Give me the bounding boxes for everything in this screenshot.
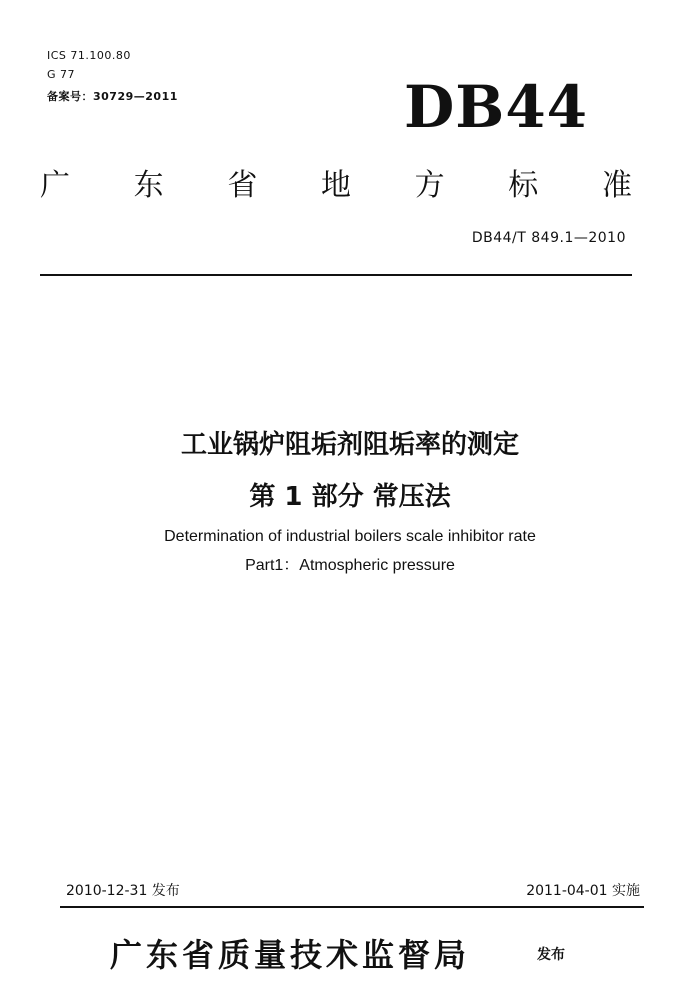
title-chinese-part: 第 1 部分 常压法 xyxy=(249,482,451,512)
standard-type-char: 省 xyxy=(227,168,258,203)
standard-type-char: 方 xyxy=(414,168,445,203)
issue-date: 2010-12-31 发布 xyxy=(66,883,180,899)
standard-number: DB44/T 849.1—2010 xyxy=(471,230,626,246)
implementation-date: 2011-04-01 实施 xyxy=(526,883,640,899)
top-divider xyxy=(40,274,632,276)
issuer-suffix: 发布 xyxy=(537,947,565,963)
standard-type-char: 地 xyxy=(320,168,351,203)
ccs-code: G 77 xyxy=(47,68,76,81)
bottom-divider xyxy=(60,906,644,908)
standard-type-char: 广 xyxy=(40,168,70,203)
standard-logo: DB44 xyxy=(404,73,589,141)
title-english-part: Part1：Atmospheric pressure xyxy=(245,557,455,574)
issuing-authority: 广东省质量技术监督局 xyxy=(110,936,471,974)
title-english: Determination of industrial boilers scale inhibitor rate xyxy=(164,528,536,545)
ics-code: ICS 71.100.80 xyxy=(47,49,131,62)
standard-type-char: 东 xyxy=(133,168,164,203)
title-chinese: 工业锅炉阻垢剂阻垢率的测定 xyxy=(180,430,519,460)
standard-type-char: 准 xyxy=(601,168,632,203)
standard-type-heading xyxy=(40,160,632,204)
record-number: 备案号：30729—2011 xyxy=(47,90,178,103)
standard-type-char: 标 xyxy=(508,168,539,203)
